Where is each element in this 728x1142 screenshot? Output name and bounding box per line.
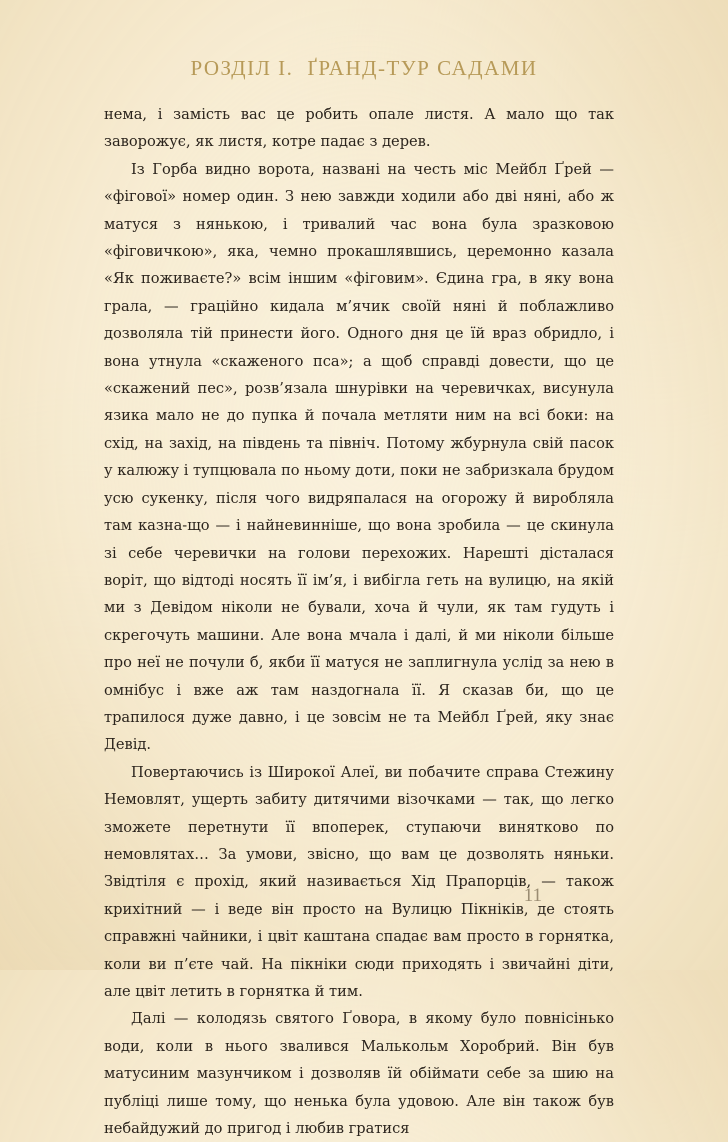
page-number: 11 — [523, 885, 542, 906]
chapter-title: ҐРАНД-ТУР САДАМИ — [307, 56, 538, 80]
chapter-label: РОЗДІЛ І. — [190, 56, 294, 80]
running-head — [0, 56, 728, 81]
paragraph-2: Із Горба видно ворота, названі на честь міс Мейбл Ґрей — «фігової» номер один. З нею завжди ходили або дві няні, або ж матуся з нянькою, і тривалий час вона була зразковою «фіговичкою», яка, чемно прокашлявшись, церемонно казала «Як поживаєте?» всім іншим «фіговим». Єдина гра, в яку вона грала, — граційно кидала м’ячик своїй няні й поблажливо дозволяла тій принести його. Одного дня це їй враз обридло, і вона утнула «скаженого пса»; а щоб справді довести, що це «скажений пес», розв’язала шнурівки на черевичках, висунула язика мало не до пупка й почала метляти ним на всі боки: на схід, на захід, на південь та північ. Потому жбурнула свій пасок у калюжу і тупцювала по ньому доти, поки не забризкала брудом усю сукенку, після чого видряпалася на огорожу й виробляла там казна-що — і найневинніше, що вона зробила — це скинула зі себе черевички на голови перехожих. Нарешті дісталася воріт, що відтоді носять її ім’я, і вибігла геть на вулицю, на якій ми з Девідом ніколи не бували, хоча й чули, як там гудуть і скрегочуть машини. Але вона мчала і далі, й ми ніколи більше про неї не почули б, якби її матуся не заплигнула услід за нею в омнібус і вже аж там наздогнала її. Я сказав би, що це трапилося дуже давно, і це зовсім не та Мейбл Ґрей, яку знає Девід. — [104, 160, 614, 754]
body-text — [104, 101, 614, 1142]
paragraph-4: Далі — колодязь святого Ґовора, в якому було повнісінько води, коли в нього звалився Малькольм Хоробрий. Він був матусиним мазунчиком і дозволяв їй обіймати себе за шию на публіці лише тому, що ненька була удовою. Але він також був небайдужий до пригод і любив гратися — [104, 1010, 614, 1138]
paragraph-1: нема, і замість вас це робить опале листя. А мало що так заворожує, як листя, котре падає з дерев. — [104, 106, 614, 151]
paragraph-3: Повертаючись із Широкої Алеї, ви побачите справа Стежину Немовлят, ущерть забиту дитячими візочками — так, що легко зможете перетнути її впоперек, ступаючи винятково по немовлятах… За умови, звісно, що вам це дозволять няньки. Звідтіля є прохід, який називається Хід Прапорців, — також крихітний — і веде він просто на Вулицю Пікніків, де стоять справжні чайники, і цвіт каштана спадає вам просто в горнятка, коли ви п’єте чай. На пікніки сюди приходять і звичайні діти, але цвіт летить в горнятка й тим. — [104, 763, 614, 1000]
